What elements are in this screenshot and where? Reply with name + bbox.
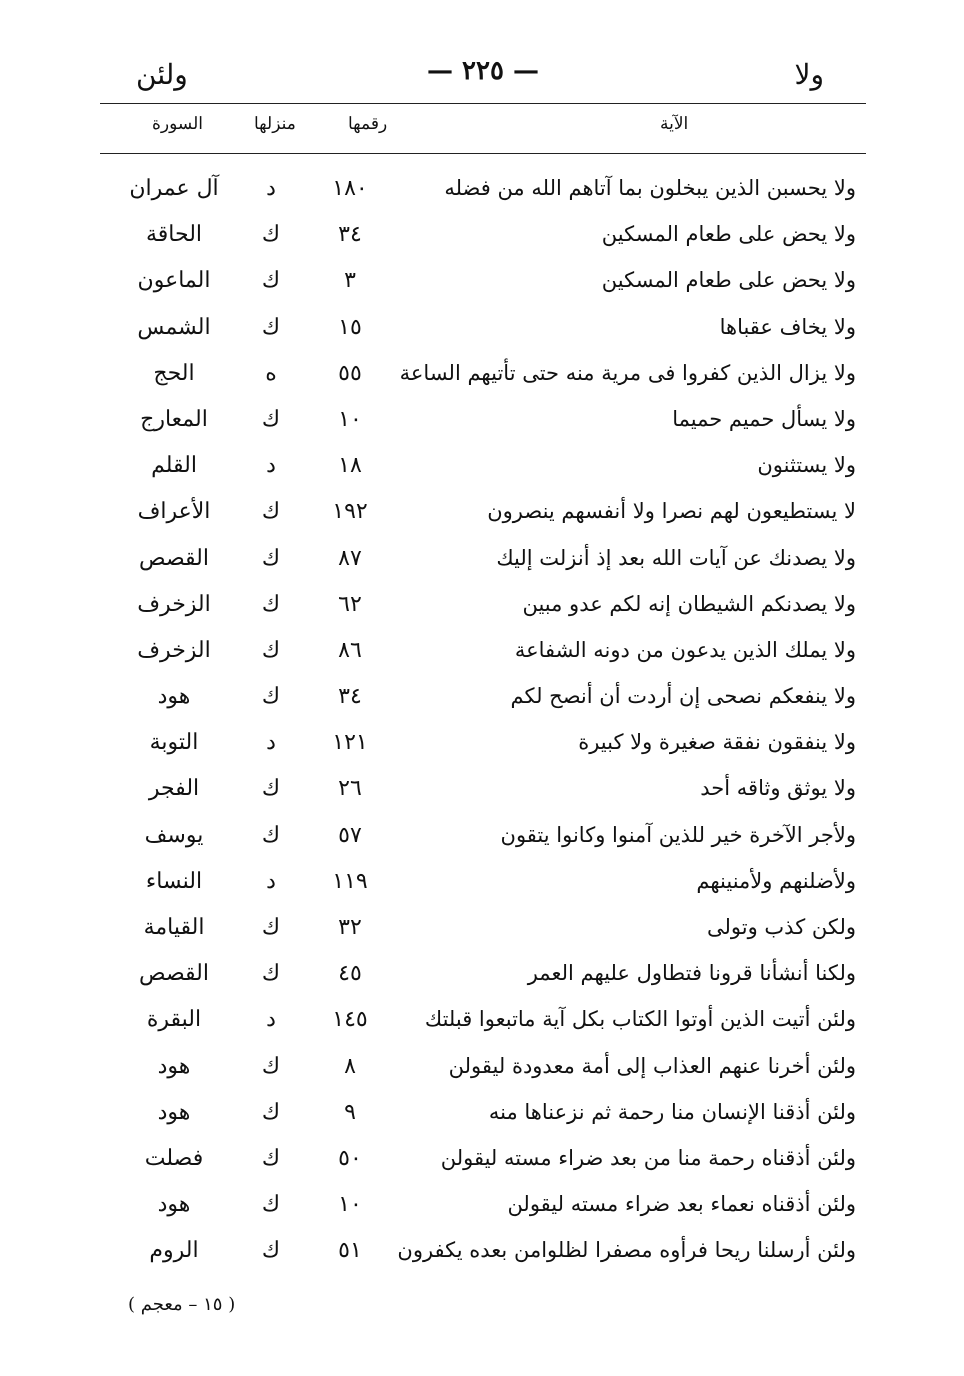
verse-text: لا يستطيعون لهم نصرا ولا أنفسهم ينصرون: [487, 499, 856, 524]
verse-number: ٢٦: [338, 776, 362, 802]
verse-number: ٣٤: [338, 684, 362, 710]
surah-name: الحاقة: [145, 222, 203, 248]
revelation-place: ك: [261, 499, 281, 525]
verse-number: ٣٤: [338, 222, 362, 248]
index-table: [100, 170, 866, 1279]
table-row: [100, 170, 866, 216]
column-header-verse: الآية: [660, 114, 689, 134]
verse-text: ولئن أذقناه رحمة منا من بعد ضراء مسته ليقولن: [440, 1145, 856, 1170]
verse-text: ولئن أخرنا عنهم العذاب إلى أمة معدودة ليقولن: [448, 1053, 856, 1078]
verse-text: ولا ينفقون نفقة صغيرة ولا كبيرة: [578, 730, 856, 755]
surah-name: هود: [157, 1192, 191, 1218]
table-row: [100, 216, 866, 262]
verse-number: ٥١: [338, 1238, 362, 1264]
surah-name: النساء: [145, 868, 203, 894]
verse-number: ١١٩: [332, 868, 368, 894]
revelation-place: ك: [261, 314, 281, 340]
surah-name: آل عمران: [129, 176, 219, 201]
table-row: [100, 1048, 866, 1094]
surah-name: الشمس: [137, 314, 211, 340]
verse-text: ولا يسأل حميم حميما: [672, 406, 856, 431]
surah-name: الروم: [149, 1238, 199, 1264]
table-row: [100, 1094, 866, 1140]
verse-text: ولا يوثق وثاقه أحد: [700, 776, 856, 801]
surah-name: التوبة: [149, 730, 199, 756]
verse-text: ولا يستثنون: [757, 453, 856, 478]
revelation-place: د: [266, 730, 276, 756]
printer-signature: ( ١٥ – معجم ): [128, 1294, 236, 1315]
revelation-place: د: [266, 868, 276, 894]
running-head: [100, 56, 866, 96]
revelation-place: ك: [261, 776, 281, 802]
verse-text: ولا يصدنكم الشيطان إنه لكم عدو مبين: [522, 591, 856, 616]
revelation-place: ك: [261, 637, 281, 663]
surah-name: القصص: [139, 961, 209, 987]
verse-number: ٥٠: [338, 1145, 362, 1171]
column-header-surah: السورة: [152, 114, 203, 134]
surah-name: القصص: [139, 545, 209, 571]
verse-text: ولا يحسبن الذين يبخلون بما آتاهم الله من فضله: [444, 176, 856, 200]
verse-text: ولا يصدنك عن آيات الله بعد إذ أنزلت إليك: [496, 545, 856, 570]
surah-name: الفجر: [148, 776, 200, 802]
revelation-place: د: [266, 1007, 276, 1033]
revelation-place: ك: [261, 591, 281, 617]
verse-text: ولا يملك الذين يدعون من دونه الشفاعة: [514, 637, 856, 662]
table-row: [100, 586, 866, 632]
verse-number: ٨٦: [338, 637, 362, 663]
verse-text: ولئن أذقنا الإنسان منا رحمة ثم نزعناها منه: [488, 1099, 856, 1124]
revelation-place: ك: [261, 222, 281, 248]
table-row: [100, 447, 866, 493]
surah-name: البقرة: [146, 1007, 202, 1033]
verse-number: ٩: [344, 1099, 356, 1125]
verse-number: ٨٧: [338, 545, 362, 571]
top-rule: [100, 103, 866, 104]
verse-text: ولكن كذب وتولى: [707, 915, 856, 939]
surah-name: هود: [157, 1053, 191, 1079]
column-headers: [100, 114, 866, 146]
revelation-place: ك: [261, 1145, 281, 1171]
surah-name: فصلت: [144, 1145, 204, 1171]
verse-number: ١٠: [338, 1192, 362, 1218]
surah-name: الأعراف: [137, 499, 211, 525]
verse-number: ١٨: [338, 453, 362, 479]
verse-text: ولئن أتيت الذين أوتوا الكتاب بكل آية ماتبعوا قبلتك: [424, 1007, 856, 1032]
table-row: [100, 955, 866, 1001]
revelation-place: ه: [265, 360, 277, 386]
verse-text: ولا يزال الذين كفروا فى مرية منه حتى تأتيهم الساعة: [399, 360, 856, 385]
verse-text: ولا يخاف عقباها: [719, 314, 856, 339]
verse-number: ٣٢: [338, 915, 362, 940]
verse-number: ٦٢: [338, 591, 362, 617]
table-row: [100, 1001, 866, 1047]
surah-name: الماعون: [137, 268, 211, 294]
verse-text: ولا يحض على طعام المسكين: [601, 268, 856, 293]
verse-text: ولئن أرسلنا ريحا فرأوه مصفرا لظلوامن بعده يكفرون: [397, 1238, 856, 1263]
verse-number: ١٩٢: [332, 499, 368, 525]
verse-text: ولئن أذقناه نعماء بعد ضراء مسته ليقولن: [507, 1192, 856, 1217]
table-row: [100, 817, 866, 863]
revelation-place: ك: [261, 1053, 281, 1079]
surah-name: الزخرف: [137, 591, 211, 617]
table-row: [100, 909, 866, 955]
revelation-place: ك: [261, 1099, 281, 1125]
surah-name: الزخرف: [137, 637, 211, 663]
verse-text: ولكنا أنشأنا قرونا فتطاول عليهم العمر: [527, 961, 856, 986]
verse-number: ١٢١: [332, 730, 368, 756]
table-row: [100, 355, 866, 401]
revelation-place: ك: [261, 961, 281, 987]
verse-text: ولا ينفعكم نصحى إن أردت أن أنصح لكم: [510, 684, 856, 709]
surah-name: الحج: [153, 360, 195, 386]
revelation-place: ك: [261, 1192, 281, 1218]
surah-name: هود: [157, 1099, 191, 1125]
verse-number: ٤٥: [338, 961, 362, 987]
verse-text: ولأضلنهم ولأمنينهم: [696, 868, 856, 893]
verse-number: ٣: [344, 268, 356, 294]
verse-number: ٥٥: [338, 360, 362, 386]
revelation-place: ك: [261, 406, 281, 432]
running-head-first-word: ولا: [794, 58, 824, 91]
revelation-place: ك: [261, 915, 281, 940]
revelation-place: ك: [261, 545, 281, 571]
table-row: [100, 863, 866, 909]
verse-number: ١٥: [338, 314, 362, 340]
table-row: [100, 540, 866, 586]
revelation-place: د: [266, 453, 276, 479]
revelation-place: ك: [261, 822, 281, 848]
revelation-place: ك: [261, 1238, 281, 1264]
table-row: [100, 724, 866, 770]
verse-number: ١٠: [338, 406, 362, 432]
surah-name: المعارج: [140, 406, 208, 432]
verse-number: ١٨٠: [332, 176, 368, 201]
verse-text: ولأجر الآخرة خير للذين آمنوا وكانوا يتقون: [500, 822, 856, 847]
table-row: [100, 401, 866, 447]
revelation-place: ك: [261, 684, 281, 710]
verse-text: ولا يحض على طعام المسكين: [601, 222, 856, 247]
verse-number: ٥٧: [338, 822, 362, 848]
table-row: [100, 770, 866, 816]
revelation-place: د: [266, 176, 276, 201]
table-row: [100, 678, 866, 724]
table-row: [100, 1186, 866, 1232]
table-row: [100, 493, 866, 539]
table-row: [100, 262, 866, 308]
table-row: [100, 1232, 866, 1278]
surah-name: القيامة: [143, 915, 205, 940]
column-header-place: منزلها: [254, 114, 296, 134]
surah-name: القلم: [151, 453, 197, 479]
table-row: [100, 1140, 866, 1186]
revelation-place: ك: [261, 268, 281, 294]
running-head-last-word: ولئن: [136, 58, 188, 91]
header-rule: [100, 153, 866, 154]
page-number: — ٢٢٥ —: [426, 56, 540, 86]
column-header-number: رقمها: [348, 114, 388, 134]
surah-name: يوسف: [144, 822, 204, 848]
verse-number: ١٤٥: [332, 1007, 368, 1033]
table-row: [100, 632, 866, 678]
surah-name: هود: [157, 684, 191, 710]
table-row: [100, 309, 866, 355]
verse-number: ٨: [344, 1053, 356, 1079]
